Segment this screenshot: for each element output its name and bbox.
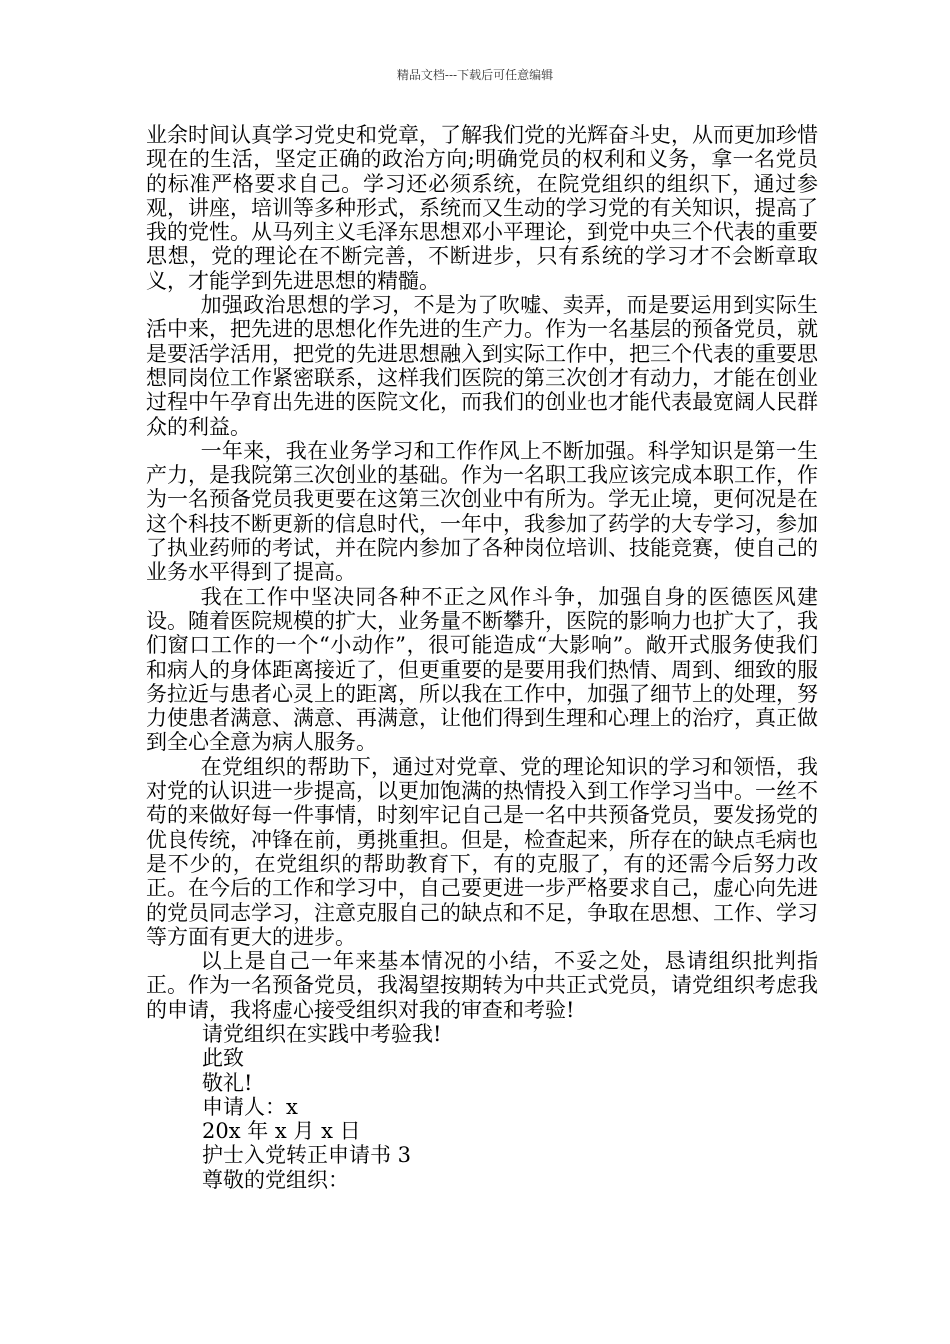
salutation: 尊敬的党组织： — [202, 1167, 349, 1192]
paragraph: 一年来，我在业务学习和工作作风上不断加强。科学知识是第一生产力，是我院第三次创业的基础。作为一名职工我应该完成本职工作，作为一名预备党员我更要在这第三次创业中有所为。学无止境，更何况是在这个科技不断更新的信息时代，一年中，我参加了药学的大专学习，参加了执业药师的考试，并在院内参加了各种岗位培训、技能竞赛，使自己的业务水平得到了提高。 — [146, 438, 818, 585]
page-header: 精品文档---下载后可任意编辑 — [396, 68, 554, 82]
closing-line: 敬礼! — [202, 1070, 253, 1095]
paragraph: 以上是自己一年来基本情况的小结，不妥之处，恳请组织批判指正。作为一名预备党员，我渴望按期转为中共正式党员，请党组织考虑我的申请，我将虚心接受组织对我的审查和考验! — [146, 949, 818, 1022]
paragraph: 业余时间认真学习党史和党章，了解我们党的光辉奋斗史，从而更加珍惜现在的生活，坚定正确的政治方向;明确党员的权利和义务，拿一名党员的标准严格要求自己。学习还必须系统，在院党组织的组织下，通过参观，讲座，培训等多种形式，系统而又生动的学习党的有关知识，提高了我的党性。从马列主义毛泽东思想邓小平理论，到党中央三个代表的重要思想，党的理论在不断完善，不断进步，只有系统的学习才不会断章取义，才能学到先进思想的精髓。 — [146, 123, 818, 293]
date-line: 20x 年 x 月 x 日 — [202, 1119, 361, 1144]
document-body — [146, 123, 818, 1192]
paragraph: 加强政治思想的学习，不是为了吹嘘、卖弄，而是要运用到实际生活中来，把先进的思想化作先进的生产力。作为一名基层的预备党员，就是要活学活用，把党的先进思想融入到实际工作中，把三个代表的重要思想同岗位工作紧密联系，这样我们医院的第三次创才有动力，才能在创业过程中午孕育出先进的医院文化，而我们的创业也才能代表最宽阔人民群众的利益。 — [146, 293, 818, 439]
section-title: 护士入党转正申请书 3 — [202, 1143, 412, 1168]
closing-line: 此致 — [202, 1046, 244, 1071]
closing-line: 请党组织在实践中考验我! — [202, 1021, 442, 1046]
paragraph: 在党组织的帮助下，通过对党章、党的理论知识的学习和领悟，我对党的认识进一步提高，以更加饱满的热情投入到工作学习当中。一丝不苟的来做好每一件事情，时刻牢记自己是一名中共预备党员，要发扬党的优良传统，冲锋在前，勇挑重担。但是，检查起来，所存在的缺点毛病也是不少的，在党组织的帮助教育下，有的克服了，有的还需今后努力改正。在今后的工作和学习中，自己要更进一步严格要求自己，虚心向先进的党员同志学习，注意克服自己的缺点和不足，争取在思想、工作、学习等方面有更大的进步。 — [146, 754, 818, 949]
paragraph: 我在工作中坚决同各种不正之风作斗争，加强自身的医德医风建设。随着医院规模的扩大，业务量不断攀升，医院的影响力也扩大了，我们窗口工作的一个“小动作”，很可能造成“大影响”。敞开式服务使我们和病人的身体距离接近了，但更重要的是要用我们热情、周到、细致的服务拉近与患者心灵上的距离，所以我在工作中，加强了细节上的处理，努力使患者满意、满意、再满意，让他们得到生理和心理上的治疗，真正做到全心全意为病人服务。 — [146, 584, 818, 755]
applicant-line: 申请人：x — [202, 1094, 298, 1119]
